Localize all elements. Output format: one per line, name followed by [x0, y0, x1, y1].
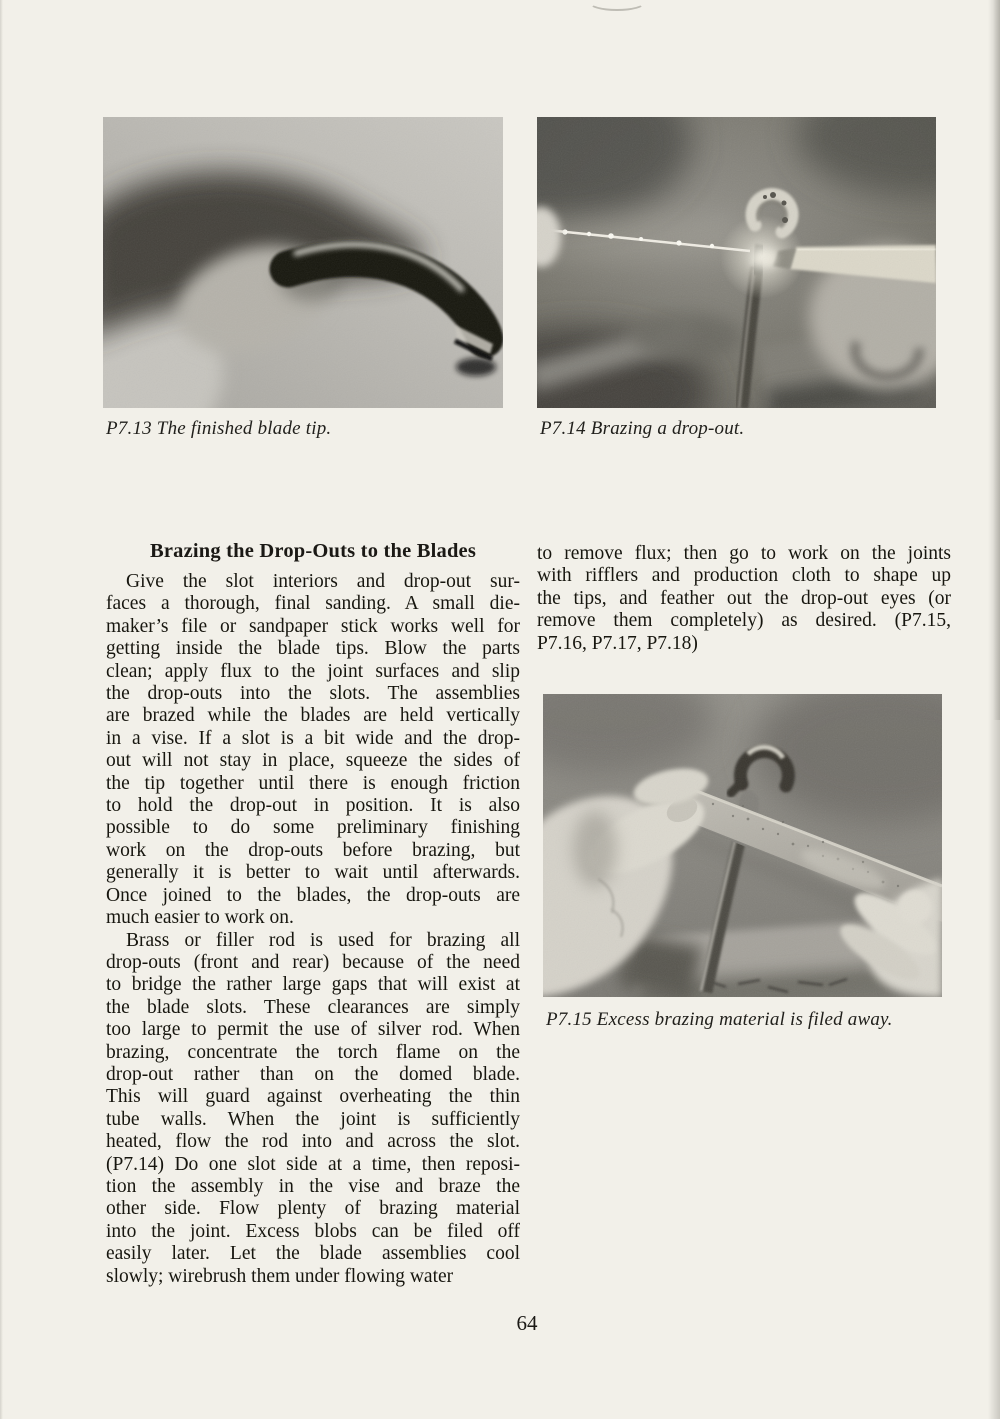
text-line: the tips, and feather out the drop-out eyes (or: [537, 587, 951, 609]
figure-p715-photo: [543, 694, 942, 997]
paragraph: [106, 930, 520, 1289]
scan-artifact-left-edge: [0, 0, 3, 1419]
text-line: are brazed while the blades are held vertically: [106, 705, 520, 727]
scan-artifact-top-curl: [588, 0, 646, 11]
text-line: tube walls. When the joint is sufficiently: [106, 1108, 520, 1130]
text-line: work on the drop-outs before brazing, but: [106, 839, 520, 861]
text-line: in a vise. If a slot is a bit wide and the drop-: [106, 727, 520, 749]
text-line: the blade slots. These clearances are simply: [106, 996, 520, 1018]
page-number: 64: [516, 1311, 538, 1335]
text-line: easily later. Let the blade assemblies cool: [106, 1243, 520, 1265]
text-line: drop-out rather than on the domed blade.: [106, 1063, 520, 1085]
left-text-column: [106, 540, 520, 1288]
text-line: to hold the drop-out in position. It is also: [106, 795, 520, 817]
text-line: possible to do some preliminary finishing: [106, 817, 520, 839]
text-line: tion the assembly in the vise and braze the: [106, 1175, 520, 1197]
text-line: out will not stay in place, squeeze the sides of: [106, 750, 520, 772]
brazing-photo-illustration: [537, 117, 936, 408]
right-text-column: [537, 543, 951, 655]
text-line: faces a thorough, final sanding. A small die-: [106, 593, 520, 615]
figure-p714-photo: [537, 117, 936, 408]
text-line: other side. Flow plenty of brazing material: [106, 1198, 520, 1220]
text-line: (P7.14) Do one slot side at a time, then reposi-: [106, 1153, 520, 1175]
text-line: brazing, concentrate the torch flame on the: [106, 1041, 520, 1063]
text-line: too large to permit the use of silver rod. When: [106, 1019, 520, 1041]
text-line: remove them completely) as desired. (P7.15,: [537, 610, 951, 632]
text-line: This will guard against overheating the thin: [106, 1086, 520, 1108]
text-line: to remove flux; then go to work on the joints: [537, 543, 951, 564]
text-line: the drop-outs into the slots. The assemblies: [106, 683, 520, 705]
film-grain: [537, 117, 936, 408]
text-line: getting inside the blade tips. Blow the parts: [106, 638, 520, 660]
text-line: Give the slot interiors and drop-out sur-: [126, 571, 520, 592]
text-line: maker’s file or sandpaper stick works well for: [106, 615, 520, 637]
text-line: generally it is better to wait until afterwards.: [106, 862, 520, 884]
paragraph: [537, 543, 951, 655]
blade-tip-photo-illustration: [103, 117, 503, 408]
text-line: much easier to work on.: [106, 907, 294, 929]
text-line: drop-outs (front and rear) because of the need: [106, 951, 520, 973]
text-line: slowly; wirebrush them under flowing water: [106, 1265, 454, 1287]
section-heading: Brazing the Drop-Outs to the Blades: [149, 540, 477, 562]
text-line: with rifflers and production cloth to shape up: [537, 565, 951, 587]
film-grain: [543, 694, 942, 997]
text-line: clean; apply flux to the joint surfaces and slip: [106, 660, 520, 682]
text-line: into the joint. Excess blobs can be filed off: [106, 1220, 520, 1242]
text-line: heated, flow the rod into and across the slot.: [106, 1131, 520, 1153]
scan-artifact-right-edge-top: [993, 0, 1000, 720]
text-line: P7.16, P7.17, P7.18): [537, 632, 698, 654]
text-line: Brass or filler rod is used for brazing all: [126, 929, 520, 951]
text-line: the tip together until there is enough friction: [106, 772, 520, 794]
text-line: Once joined to the blades, the drop-outs are: [106, 884, 520, 906]
figure-p713-caption: P7.13 The finished blade tip.: [106, 418, 332, 439]
figure-p713-photo: [103, 117, 503, 408]
figure-p715-caption: P7.15 Excess brazing material is filed away.: [546, 1009, 893, 1030]
film-grain: [103, 117, 503, 408]
paragraph: [106, 571, 520, 930]
figure-p714-caption: P7.14 Brazing a drop-out.: [540, 418, 745, 439]
filing-photo-illustration: [543, 694, 942, 997]
text-line: to bridge the rather large gaps that will exist at: [106, 974, 520, 996]
